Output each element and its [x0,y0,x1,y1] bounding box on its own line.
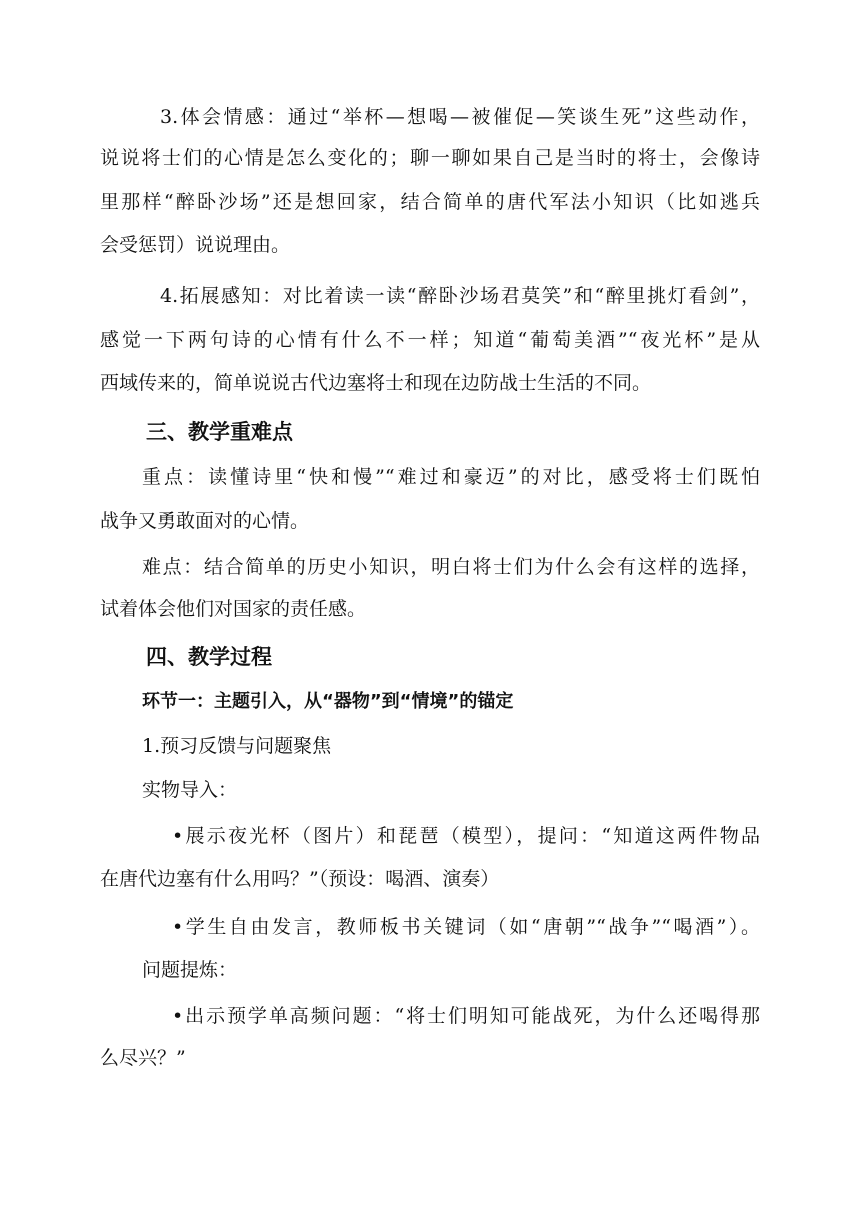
key-point-line-2: 战争又勇敢面对的心情。 [100,510,310,532]
step-1-title: 环节一：主题引入，从“器物”到“情境”的锚定 [142,691,514,712]
subsection-1-title: 1.预习反馈与问题聚焦 [142,735,332,757]
objective-4-line-2: 感觉一下两句诗的心情有什么不一样；知道“葡萄美酒”“夜光杯”是从 [100,329,760,351]
objective-3-line-3: 里那样“醉卧沙场”还是想回家，结合简单的唐代军法小知识（比如逃兵 [100,191,760,213]
bullet-3-line-2: 么尽兴？” [100,1047,186,1069]
difficult-point-line-1: 难点：结合简单的历史小知识，明白将士们为什么会有这样的选择， [142,556,760,578]
bullet-3-line-1: •出示预学单高频问题：“将士们明知可能战死，为什么还喝得那 [172,1005,760,1027]
objective-3-line-2: 说说将士们的心情是怎么变化的；聊一聊如果自己是当时的将士，会像诗 [100,147,760,169]
refine-label: 问题提炼： [142,959,238,981]
bullet-2: •学生自由发言，教师板书关键词（如“唐朝”“战争”“喝酒”）。 [172,916,760,938]
objective-4-line-1: 4.拓展感知：对比着读一读“醉卧沙场君莫笑”和“醉里挑灯看剑”， [160,285,760,307]
objective-3-line-1: 3.体会情感：通过“举杯—想喝—被催促—笑谈生死”这些动作， [160,106,760,128]
intro-label: 实物导入： [142,779,238,801]
section-heading-key-points: 三、教学重难点 [146,420,293,444]
bullet-1-line-2: 在唐代边塞有什么用吗？”（预设：喝酒、演奏） [100,868,500,890]
key-point-line-1: 重点：读懂诗里“快和慢”“难过和豪迈”的对比，感受将士们既怕 [142,466,760,488]
objective-3-line-4: 会受惩罚）说说理由。 [100,234,291,256]
objective-4-line-3: 西域传来的，简单说说古代边塞将士和现在边防战士生活的不同。 [100,372,652,394]
bullet-1-line-1: •展示夜光杯（图片）和琵琶（模型），提问：“知道这两件物品 [172,825,760,847]
section-heading-teaching-process: 四、教学过程 [146,645,272,669]
difficult-point-line-2: 试着体会他们对国家的责任感。 [100,598,367,620]
